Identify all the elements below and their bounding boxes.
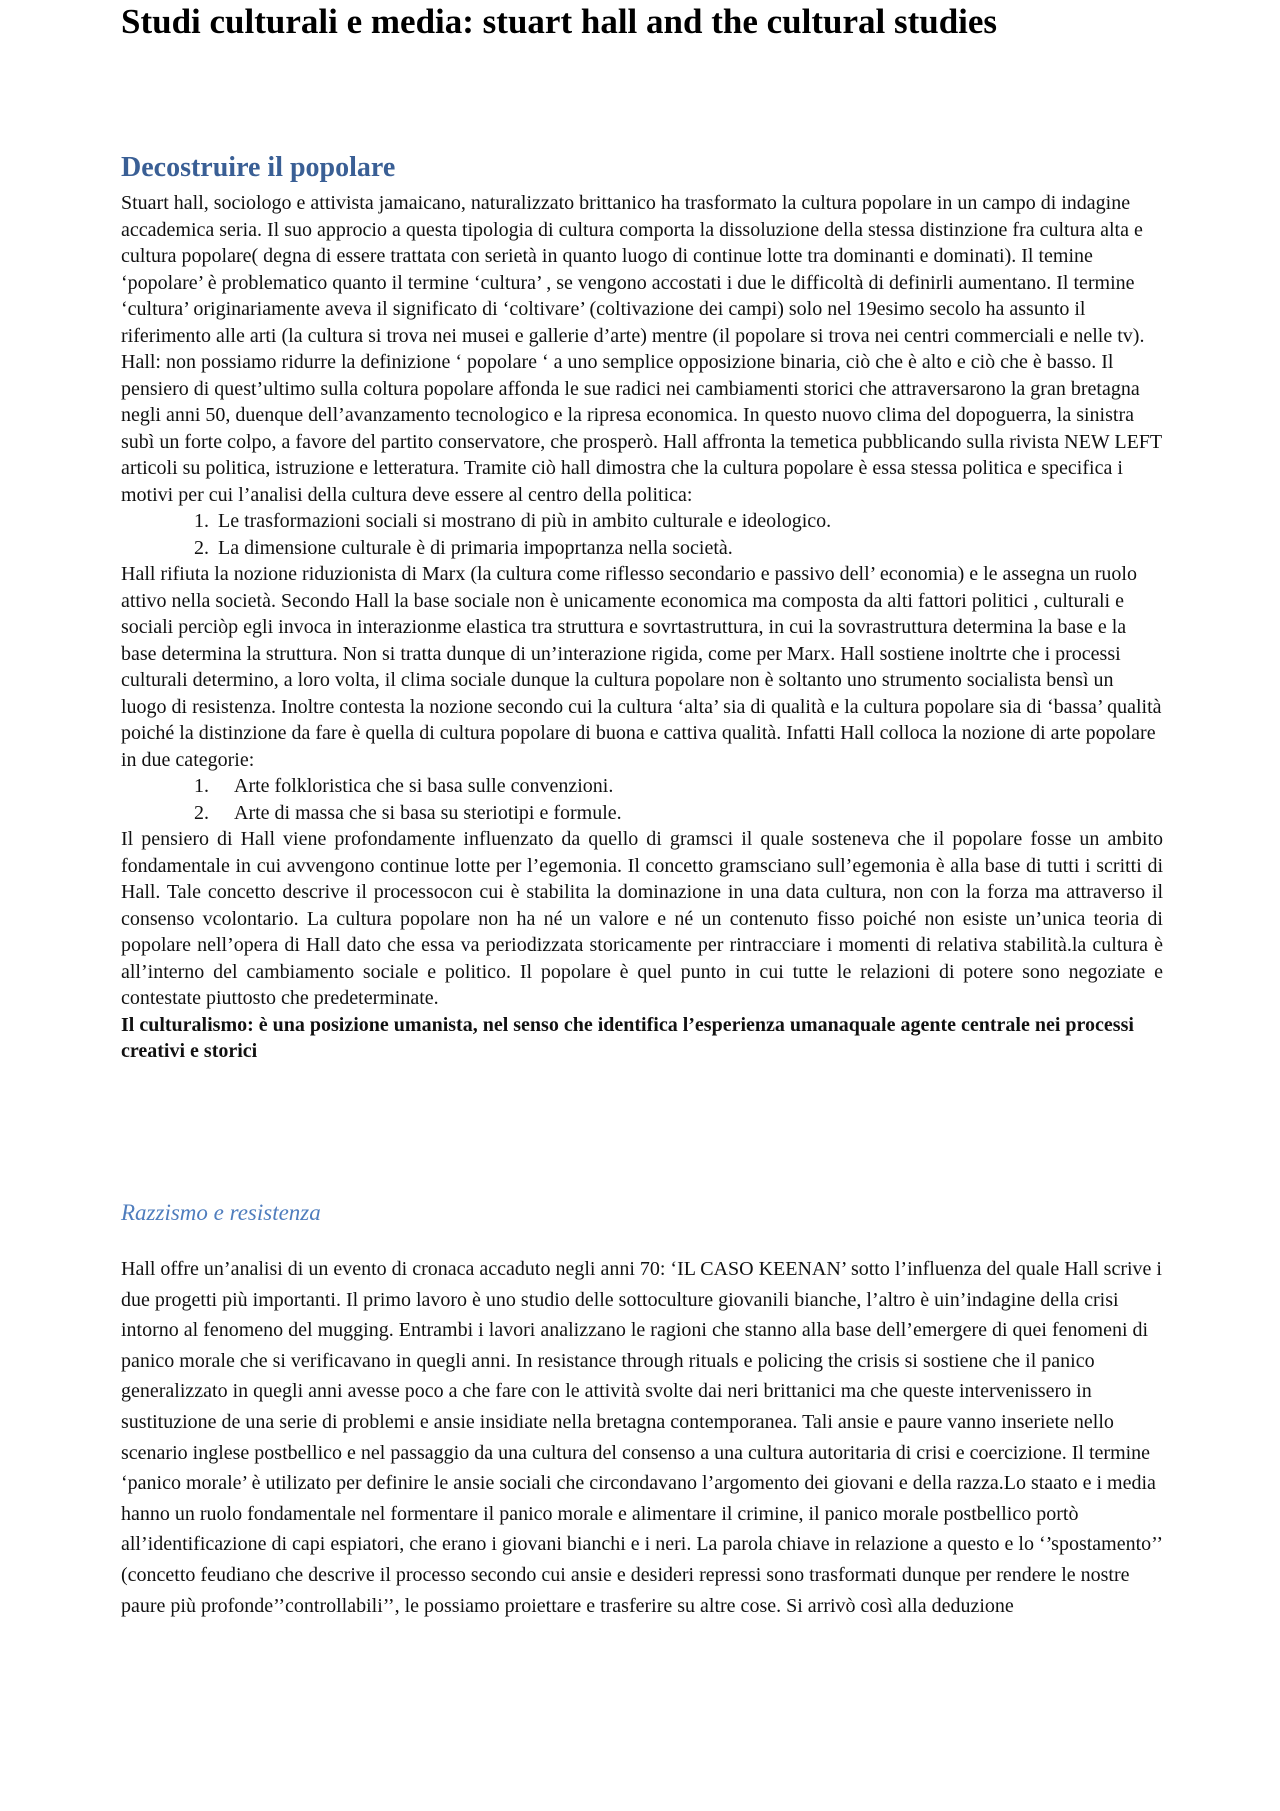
document-title: Studi culturali e media: stuart hall and the cultural studies bbox=[121, 2, 998, 41]
list-item bbox=[194, 508, 1163, 535]
section-decostruire-body bbox=[121, 190, 1163, 1065]
section-heading-decostruire: Decostruire il popolare bbox=[121, 152, 396, 183]
list-item bbox=[194, 800, 1163, 827]
list-item-text: La dimensione culturale è di primaria impoprtanza nella società. bbox=[218, 536, 733, 559]
list-item-text: Arte di massa che si basa su steriotipi e formule. bbox=[234, 801, 622, 824]
section-razzismo-body bbox=[121, 1254, 1163, 1621]
paragraph-gramsci: Il pensiero di Hall viene profondamente influenzato da quello di gramsci il quale sosteneva che il popolare fosse un ambito fondamentale in cui avvengono continue lotte per l’egemonia. Il concetto gramsciano sull’egemonia è alla base di tutti i scritti di Hall. Tale concetto descrive il processocon cui è stabilita la dominazione in una data cultura, non con la forza ma attraverso il consenso vcolontario. La cultura popolare non ha né un valore e né un contenuto fisso poiché non esiste un’unica teoria di popolare nell’opera di Hall dato che essa va periodizzata storicamente per rintracciare i momenti di relativa stabilità.la cultura è all’interno del cambiamento sociale e politico. Il popolare è quel punto in cui tutte le relazioni di potere sono negoziate e contestate piuttosto che predeterminate. bbox=[121, 828, 1163, 1009]
list-item-number: 2. bbox=[194, 536, 209, 559]
section-heading-razzismo: Razzismo e resistenza bbox=[121, 1200, 321, 1225]
paragraph-intro: Stuart hall, sociologo e attivista jamaicano, naturalizzato brittanico ha trasformato la cultura popolare in un campo di indagine accademica seria. Il suo approcio a questa tipologia di cultura comporta la dissoluzione della stessa distinzione fra cultura alta e cultura popolare( degna di essere trattata con serietà in quanto luogo di continue lotte tra dominanti e dominati). Il temine ‘popolare’ è problematico quanto il termine ‘cultura’ , se vengono accostati i due le difficoltà di definirli aumentano. Il termine ‘cultura’ originariamente aveva il significato di ‘coltivare’ (coltivazione dei campi) solo nel 19esimo secolo ha assunto il riferimento alle arti (la cultura si trova nei musei e gallerie d’arte) mentre (il popolare si trova nei centri commerciali e nelle tv). Hall: non possiamo ridurre la definizione ‘ popolare ‘ a uno semplice opposizione binaria, ciò che è alto e ciò che è basso. Il pensiero di quest’ultimo sulla coltura popolare affonda le sue radici nei cambiamenti storici che attraversarono la gran bretagna negli anni 50, duenque dell’avanzamento tecnologico e la ripresa economica. In questo nuovo clima del dopoguerra, la sinistra subì un forte colpo, a favore del partito conservatore, che prosperò. Hall affronta la temetica pubblicando sulla rivista NEW LEFT articoli su politica, istruzione e letteratura. Tramite ciò hall dimostra che la cultura popolare è essa stessa politica e specifica i motivi per cui l’analisi della cultura deve essere al centro della politica: bbox=[121, 192, 1162, 506]
list-item bbox=[194, 773, 1163, 800]
list-item-text: Le trasformazioni sociali si mostrano di più in ambito culturale e ideologico. bbox=[218, 510, 832, 532]
list-item-number: 1. bbox=[194, 775, 209, 797]
list-item-number: 1. bbox=[194, 510, 209, 532]
paragraph-culturalismo: Il culturalismo: è una posizione umanista, nel senso che identifica l’esperienza umanaquale agente centrale nei processi creativi e storici bbox=[121, 1013, 1134, 1062]
paragraph-marx: Hall rifiuta la nozione riduzionista di Marx (la cultura come riflesso secondario e passivo dell’ economia) e le assegna un ruolo attivo nella società. Secondo Hall la base sociale non è unicamente economica ma composta da alti fattori politici , culturali e sociali perciòp egli invoca in interazionme elastica tra struttura e sovrtastruttura, in cui la sovrastruttura determina la base e la base determina la struttura. Non si tratta dunque di un’interazione rigida, come per Marx. Hall sostiene inoltrte che i processi culturali determino, a loro volta, il clima sociale dunque la cultura popolare non è soltanto uno strumento socialista bensì un luogo di resistenza. Inoltre contesta la nozione secondo cui la cultura ‘alta’ sia di qualità e la cultura popolare sia di ‘bassa’ qualità poiché la distinzione da fare è quella di cultura popolare di buona e cattiva qualità. Infatti Hall colloca la nozione di arte popolare in due categorie: bbox=[121, 563, 1162, 771]
list-item bbox=[194, 535, 1163, 562]
list-motivi bbox=[121, 508, 1163, 561]
list-item-number: 2. bbox=[194, 801, 209, 824]
list-arte-popolare bbox=[121, 773, 1163, 826]
list-item-text: Arte folkloristica che si basa sulle convenzioni. bbox=[234, 775, 614, 797]
paragraph-keenan: Hall offre un’analisi di un evento di cronaca accaduto negli anni 70: ‘IL CASO KEENAN’ sotto l’influenza del quale Hall scrive i due progetti più importanti. Il primo lavoro è uno studio delle sottoculture giovanili bianche, l’altro è uin’indagine della crisi intorno al fenomeno del mugging. Entrambi i lavori analizzano le ragioni che stanno alla base dell’emergere di quei fenomeni di panico morale che si verificavano in quegli anni. In resistance through rituals e policing the crisis si sostiene che il panico generalizzato in quegli anni avesse poco a che fare con le attività svolte dai neri brittanici ma che queste intervenissero in sustituzione de una serie di problemi e ansie insidiate nella bretagna contemporanea. Tali ansie e paure vanno inseriete nello scenario inglese postbellico e nel passaggio da una cultura del consenso a una cultura autoritaria di crisi e coercizione. Il termine ‘panico morale’ è utilizato per definire le ansie sociali che circondavano l’argomento dei giovani e della razza.Lo staato e i media hanno un ruolo fondamentale nel formentare il panico morale e alimentare il crimine, il panico morale postbellico portò all’identificazione di capi espiatori, che erano i giovani bianchi e i neri. La parola chiave in relazione a questo e lo ‘’spostamento’’ (concetto feudiano che descrive il processo secondo cui ansie e desideri repressi sono trasformati dunque per rendere le nostre paure più profonde’’controllabili’’, le possiamo proiettare e trasferire su altre cose. Si arrivò così alla deduzione bbox=[121, 1258, 1162, 1617]
